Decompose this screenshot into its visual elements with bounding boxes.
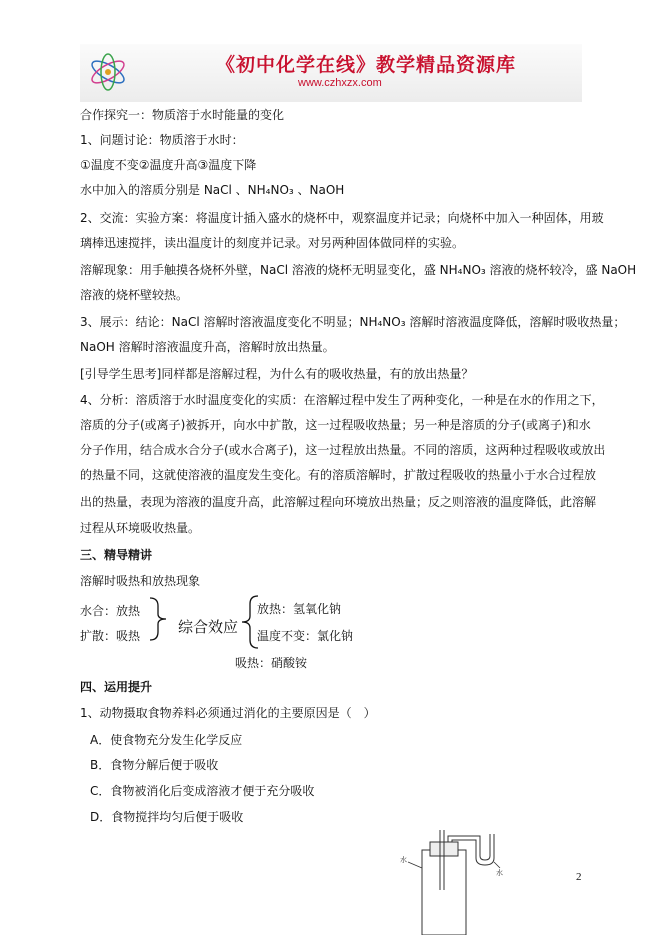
figure-label-right: 水: [496, 869, 503, 877]
diagram-left-bottom: 扩散：吸热: [80, 629, 141, 643]
apparatus-figure: [400, 830, 510, 935]
atom-logo-icon: [86, 50, 130, 94]
section-heading: 三、精导精讲: [80, 548, 153, 562]
figure-label-left: 水: [400, 856, 407, 864]
option-a: A．使食物充分发生化学反应: [90, 733, 243, 747]
diagram-right-bottom: 吸热：硝酸铵: [235, 656, 308, 670]
option-c: C．食物被消化后变成溶液才便于充分吸收: [90, 784, 315, 798]
text-line: 过程从环境吸收热量。: [80, 521, 201, 535]
banner-title: 《初中化学在线》教学精品资源库: [216, 54, 517, 76]
text-line: 4、分析：溶质溶于水时温度变化的实质：在溶解过程中发生了两种变化，一种是在水的作用之下，: [80, 393, 604, 407]
text-line: 璃棒迅速搅拌，读出温度计的刻度并记录。对另两种固体做同样的实验。: [80, 236, 465, 250]
diagram-caption: 溶解时吸热和放热现象: [80, 574, 201, 588]
page-number: 2: [576, 871, 582, 883]
header-banner: [80, 44, 582, 102]
text-line: 2、交流：实验方案：将温度计插入盛水的烧杯中，观察温度并记录；向烧杯中加入一种固体，用玻: [80, 211, 604, 225]
text-line: 出的热量，表现为溶液的温度升高，此溶解过程向环境放出热量；反之则溶液的温度降低，此溶解: [80, 495, 597, 509]
banner-url: www.czhxzx.com: [298, 77, 382, 89]
text-line: 1、问题讨论：物质溶于水时：: [80, 133, 244, 147]
text-line: 的热量不同，这就使溶液的温度发生变化。有的溶质溶解时，扩散过程吸收的热量小于水合过程放: [80, 468, 597, 482]
section-title: 合作探究一：物质溶于水时能量的变化: [80, 108, 285, 122]
diagram-right-middle: 温度不变：氯化钠: [257, 629, 354, 643]
left-brace-icon: [146, 596, 176, 642]
diagram-left-top: 水合：放热: [80, 604, 141, 618]
diagram-center: 综合效应: [178, 618, 239, 636]
text-line: NaOH 溶解时溶液温度升高，溶解时放出热量。: [80, 340, 335, 354]
text-line: 溶液的烧杯壁较热。: [80, 288, 189, 302]
diagram-right-top: 放热：氢氧化钠: [257, 602, 342, 616]
text-line: 分子作用，结合成水合分子(或水合离子)，这一过程放出热量。不同的溶质，这两种过程吸收或放出: [80, 443, 606, 457]
text-line: [引导学生思考]同样都是溶解过程，为什么有的吸收热量，有的放出热量？: [80, 367, 474, 381]
option-d: D．食物搅拌均匀后便于吸收: [90, 810, 244, 824]
text-line: 水中加入的溶质分别是 NaCl 、NH₄NO₃ 、NaOH: [80, 183, 345, 197]
text-line: ①温度不变②温度升高③温度下降: [80, 158, 257, 172]
text-line: 溶解现象：用手触摸各烧杯外壁，NaCl 溶液的烧杯无明显变化，盛 NH₄NO₃ 溶液的烧杯较冷，盛 NaOH: [80, 263, 637, 277]
question-stem: 1、动物摄取食物养料必须通过消化的主要原因是（ ）: [80, 706, 376, 720]
text-line: 3、展示：结论：NaCl 溶解时溶液温度变化不明显；NH₄NO₃ 溶解时溶液温度降低，溶解时吸收热量；: [80, 315, 626, 329]
section-heading: 四、运用提升: [80, 680, 153, 694]
text-line: 溶质的分子(或离子)被拆开，向水中扩散，这一过程吸收热量；另一种是溶质的分子(或离子)和水: [80, 418, 591, 432]
option-b: B．食物分解后便于吸收: [90, 758, 219, 772]
